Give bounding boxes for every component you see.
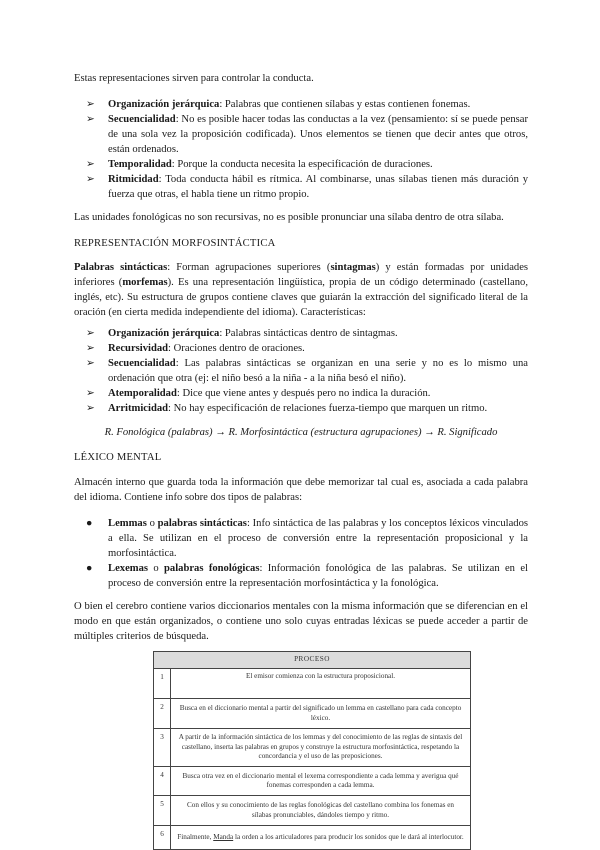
arrow-bullet-icon: ➢ [86, 358, 95, 369]
step-number: 2 [154, 699, 171, 729]
arrow-bullet-icon: ➢ [86, 99, 95, 110]
definition: : Dice que viene antes y después pero no indica la duración. [176, 388, 431, 399]
term: Atemporalidad [108, 388, 177, 399]
term: Organización jerárquica [108, 328, 220, 339]
arrow-bullet-icon: ➢ [86, 388, 95, 399]
definition: : No es posible hacer todas las conductas a la vez (pensamiento: sí se puede pensar de una sola vez la proposición codificada). Unos elementos se tienen que decir antes que otros, están ordenados. [108, 114, 528, 155]
list-item: ● Lexemas o palabras fonológicas: Información fonológica de las palabras. Se utilizan en el proceso de conversión entre la representación morfosintáctica y la fonológica. [86, 563, 528, 589]
term: Arritmicidad [108, 403, 169, 414]
table-row [154, 669, 471, 699]
arrow-bullet-icon: ➢ [86, 328, 95, 339]
step-text: Busca otra vez en el diccionario mental el lexema correspondiente a cada lemma y averigua qué fonemas corresponden a cada lemma. [171, 767, 471, 796]
term: Ritmicidad [108, 174, 159, 185]
table-header-row [154, 652, 471, 669]
table-row [154, 826, 471, 850]
representation-formula: R. Fonológica (palabras) → R. Morfosintáctica (estructura agrupaciones) → R. Significado [104, 427, 498, 438]
arrow-bullet-icon: ➢ [86, 343, 95, 354]
step-text: A partir de la información sintáctica de los lemmas y del conocimiento de las reglas de sintaxis del castellano, inserta las palabras en grupos y construye la estructura morfosintáctica, respetando la concordancia y el uso de las preposiciones. [171, 729, 471, 767]
arrow-bullet-icon: ➢ [86, 174, 95, 185]
list-item: ● Lemmas o palabras sintácticas: Info sintáctica de las palabras y los conceptos léxicos vinculados a ella. Se utilizan en el proceso de conversión entre la representación proposicional y la morfosintáctica. [86, 518, 529, 559]
term: Organización jerárquica [108, 99, 220, 110]
definition: : Las palabras sintácticas se organizan en una serie y no es lo mismo una ordenación que otra (ej: el niño besó a la niña - a la niña besó el niño). [108, 358, 528, 384]
definition: : Porque la conducta necesita la especificación de duraciones. [171, 159, 433, 170]
process-table [153, 651, 471, 850]
arrow-bullet-icon: ➢ [86, 403, 95, 414]
term: Temporalidad [108, 159, 172, 170]
table-row [154, 767, 471, 796]
intro-text: Estas representaciones sirven para controlar la conducta. [74, 73, 314, 84]
arrow-bullet-icon: ➢ [86, 159, 95, 170]
table-row [154, 729, 471, 767]
definition: : Palabras que contienen sílabas y estas contienen fonemas. [219, 99, 471, 110]
definition: : No hay especificación de relaciones fuerza-tiempo que marquen un ritmo. [168, 403, 488, 414]
term: Secuencialidad [108, 358, 176, 369]
list-item [86, 341, 528, 356]
section-heading-lexico: LÉXICO MENTAL [74, 452, 162, 463]
morfo-paragraph: Palabras sintácticas: Forman agrupaciones superiores (sintagmas) y están formadas por unidades inferiores (morfemas). Es una representación lingüística, propia de un código determinado (castellano, inglés, etc). Su estructura de grupos contiene claves que guiarán la extracción del significado literal de la oración (en cierta medida independiente del idioma). Características: [74, 262, 529, 318]
bullet-dot-icon: ● [86, 563, 93, 574]
term: Secuencialidad [108, 114, 176, 125]
table-row [154, 796, 471, 826]
section-heading-morfosintactica: REPRESENTACIÓN MORFOSINTÁCTICA [74, 238, 276, 249]
arrow-bullet-icon: ➢ [86, 114, 95, 125]
list-item [86, 356, 528, 386]
list-item [86, 97, 528, 112]
definition: : Oraciones dentro de oraciones. [168, 343, 305, 354]
step-text: El emisor comienza con la estructura proposicional. [171, 669, 471, 699]
recursive-note: Las unidades fonológicas no son recursivas, no es posible pronunciar una sílaba dentro de otra sílaba. [74, 212, 504, 223]
step-number: 4 [154, 767, 171, 796]
list-item [86, 326, 528, 341]
step-text: Finalmente, Manda la orden a los articuladores para producir los sonidos que le dará al interlocutor. [171, 826, 471, 850]
list-item [86, 386, 528, 401]
lexico-paragraph: Almacén interno que guarda toda la información que debe memorizar tal cual es, asociada a cada palabra del idioma. Contiene info sobre dos tipos de palabras: [74, 477, 528, 503]
closing-paragraph: O bien el cerebro contiene varios diccionarios mentales con la misma información que se diferencian en el modo en que están organizados, o contiene uno solo cuyas entradas léxicas se puede acceder a partir de múltiples criterios de búsqueda. [74, 601, 528, 642]
list-item [86, 112, 528, 157]
term: Recursividad [108, 343, 169, 354]
list-item [86, 157, 528, 172]
step-number: 5 [154, 796, 171, 826]
step-number: 1 [154, 669, 171, 699]
table-header: PROCESO [154, 652, 471, 669]
definition: : Toda conducta hábil es rítmica. Al combinarse, unas sílabas tienen más duración y fuerza que otras, el habla tiene un ritmo propio. [108, 174, 528, 200]
bullet-dot-icon: ● [86, 518, 93, 529]
table-row [154, 699, 471, 729]
step-number: 3 [154, 729, 171, 767]
step-number: 6 [154, 826, 171, 850]
list-item [86, 172, 528, 202]
step-text: Busca en el diccionario mental a partir del significado un lemma en castellano para cada concepto léxico. [171, 699, 471, 729]
step-text: Con ellos y su conocimiento de las reglas fonológicas del castellano combina los fonemas en sílabas pronunciables, dándoles tiempo y ritmo. [171, 796, 471, 826]
list-item [86, 401, 528, 416]
definition: : Palabras sintácticas dentro de sintagmas. [219, 328, 398, 339]
